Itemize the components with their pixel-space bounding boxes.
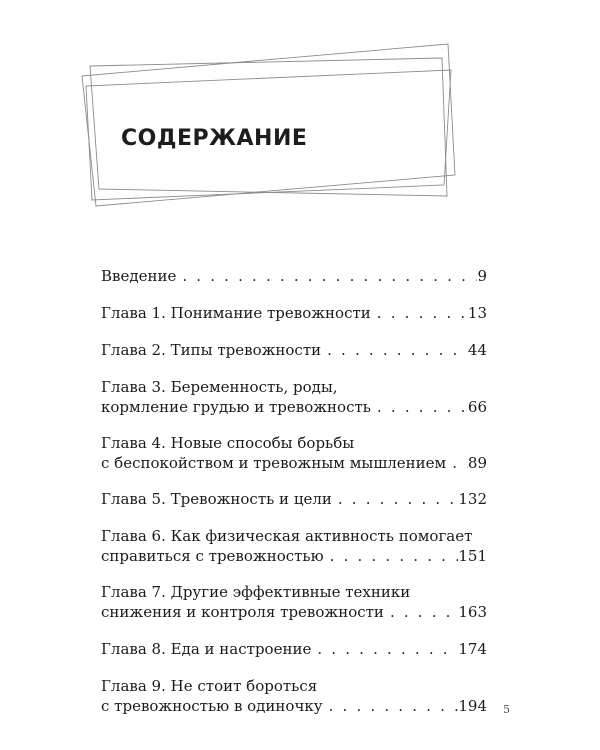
dot-leader: [324, 546, 459, 566]
toc-entry[interactable]: [101, 303, 487, 323]
dot-leader: [384, 602, 458, 622]
toc-entry-page: 151: [458, 547, 487, 565]
table-of-contents: [101, 266, 487, 715]
toc-entry-title: Глава 4. Новые способы борьбы: [101, 434, 355, 452]
toc-entry-title: Глава 9. Не стоит бороться: [101, 677, 318, 695]
toc-entry-title: Глава 8. Еда и настроение: [101, 640, 312, 658]
toc-entry[interactable]: [101, 489, 487, 509]
toc-entry-title-cont: справиться с тревожностью: [101, 547, 324, 565]
dot-leader: [332, 489, 458, 509]
toc-entry-page: 194: [458, 697, 487, 715]
toc-entry-title-cont: с тревожностью в одиночку: [101, 697, 323, 715]
toc-entry-title: Глава 1. Понимание тревожности: [101, 304, 371, 322]
dot-leader: [371, 303, 468, 323]
page-number: 5: [503, 703, 510, 716]
toc-heading: СОДЕРЖАНИЕ: [121, 126, 308, 151]
toc-entry-page: 9: [477, 267, 487, 285]
toc-entry-title: Глава 5. Тревожность и цели: [101, 490, 332, 508]
dot-leader: [176, 266, 477, 286]
toc-entry-title: Введение: [101, 267, 177, 285]
toc-entry-title: Глава 6. Как физическая активность помогает: [101, 527, 473, 545]
toc-entry[interactable]: [101, 526, 487, 566]
toc-entry-title: Глава 2. Типы тревожности: [101, 341, 322, 359]
toc-entry-title-cont: кормление грудью и тревожность: [101, 398, 371, 416]
toc-entry-page: 163: [458, 603, 487, 621]
dot-leader: [371, 397, 468, 417]
dot-leader: [323, 696, 459, 716]
toc-entry-page: 174: [458, 640, 487, 658]
dot-leader: [311, 639, 458, 659]
toc-entry-title-cont: с беспокойством и тревожным мышлением: [101, 454, 447, 472]
toc-entry[interactable]: [101, 582, 487, 622]
toc-entry-title: Глава 7. Другие эффективные техники: [101, 583, 411, 601]
toc-entry-page: 89: [467, 454, 487, 472]
toc-entry[interactable]: [101, 433, 487, 473]
toc-entry-page: 132: [458, 490, 487, 508]
toc-entry[interactable]: [101, 377, 487, 417]
toc-entry-page: 13: [467, 304, 487, 322]
toc-entry[interactable]: [101, 340, 487, 360]
toc-entry-title: Глава 3. Беременность, роды,: [101, 378, 338, 396]
toc-entry-title-cont: снижения и контроля тревожности: [101, 603, 384, 621]
dot-leader: [446, 453, 468, 473]
toc-entry-page: 44: [467, 341, 487, 359]
dot-leader: [321, 340, 468, 360]
toc-entry[interactable]: [101, 676, 487, 716]
toc-entry-page: 66: [467, 398, 487, 416]
toc-entry[interactable]: [101, 639, 487, 659]
toc-entry[interactable]: [101, 266, 487, 286]
